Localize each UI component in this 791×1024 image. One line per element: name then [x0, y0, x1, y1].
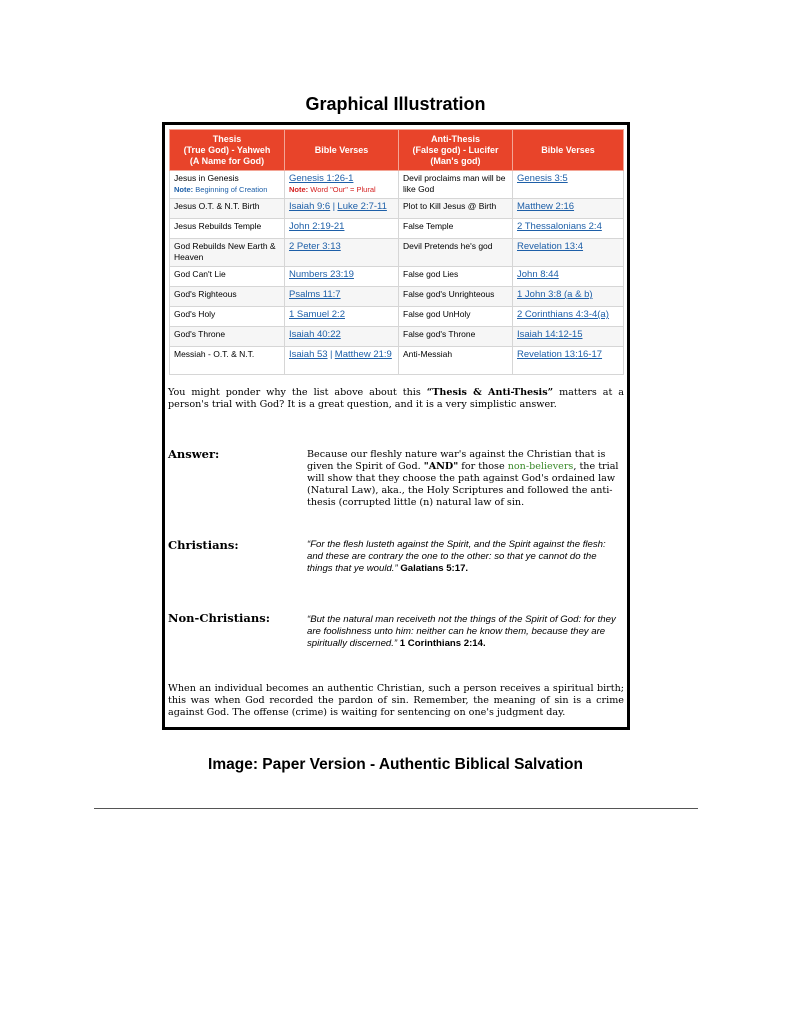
horizontal-rule	[94, 808, 698, 809]
thesis-cell: Messiah - O.T. & N.T.	[170, 347, 285, 375]
non-christians-label: Non-Christians:	[168, 611, 270, 625]
table-row	[170, 219, 624, 239]
antithesis-cell: Devil Pretends he's god	[399, 239, 513, 267]
antithesis-cell: False god's Unrighteous	[399, 287, 513, 307]
verse-link[interactable]: 1 Samuel 2:2	[289, 309, 345, 320]
verse-link[interactable]: Genesis 3:5	[517, 173, 568, 184]
antithesis-cell: Plot to Kill Jesus @ Birth	[399, 199, 513, 219]
thesis-cell: God's Throne	[170, 327, 285, 347]
table-row	[170, 287, 624, 307]
verse-cell	[513, 347, 624, 375]
verse-link[interactable]: John 2:19-21	[289, 221, 345, 232]
verse-cell	[285, 287, 399, 307]
antithesis-cell: False Temple	[399, 219, 513, 239]
table-row	[170, 199, 624, 219]
verse-cell	[513, 171, 624, 199]
verse-link[interactable]: 1 John 3:8 (a & b)	[517, 289, 593, 300]
page-title: Graphical Illustration	[305, 94, 486, 114]
verse-cell	[513, 267, 624, 287]
christians-label: Christians:	[168, 538, 239, 552]
header-thesis: Thesis (True God) - Yahweh (A Name for God)	[170, 130, 285, 171]
header-bible-verses: Bible Verses	[513, 130, 624, 171]
christians-quote: “For the flesh lusteth against the Spirit, and the Spirit against the flesh: and these are contrary the one to the other: so that ye cannot do the things that ye would.” Galatians 5:17.	[307, 539, 606, 574]
antithesis-cell: False god UnHoly	[399, 307, 513, 327]
table-row	[170, 347, 624, 375]
antithesis-cell: False god Lies	[399, 267, 513, 287]
verse-link[interactable]: Matthew 2:16	[517, 201, 575, 212]
intro-paragraph: You might ponder why the list above about this “Thesis & Anti-Thesis” matters at a person's trial with God? It is a great question, and it is a very simplistic answer.	[168, 387, 624, 410]
verse-cell	[285, 171, 399, 199]
verse-link[interactable]: 2 Thessalonians 2:4	[517, 221, 602, 232]
verse-cell	[285, 219, 399, 239]
verse-link[interactable]: John 8:44	[517, 269, 559, 280]
table-row	[170, 307, 624, 327]
header-antithesis: Anti-Thesis (False god) - Lucifer (Man's god)	[399, 130, 513, 171]
verse-link[interactable]: Matthew 21:9	[334, 349, 392, 360]
verse-link[interactable]: Psalms 11:7	[289, 289, 341, 300]
answer-text: Because our fleshly nature war's against the Christian that is given the Spirit of God. "AND" for those non-believers, the trial will show that they choose the path against God's ordained law (Natural Law), aka., the Holy Scriptures and followed the anti-thesis (corrupted little (n) natural law of sin.	[307, 449, 619, 508]
closing-paragraph: When an individual becomes an authentic Christian, such a person receives a spiritual birth; this was when God recorded the pardon of sin. Remember, the meaning of sin is a crime against God. The offense (crime) is waiting for sentencing on one's judgment day.	[168, 683, 624, 718]
verse-link[interactable]: Revelation 13:4	[517, 241, 584, 252]
verse-cell	[513, 219, 624, 239]
verse-cell	[285, 267, 399, 287]
thesis-cell: God Can't Lie	[170, 267, 285, 287]
thesis-cell: God's Holy	[170, 307, 285, 327]
verse-cell	[513, 327, 624, 347]
verse-cell	[513, 239, 624, 267]
verse-cell	[513, 287, 624, 307]
verse-link[interactable]: Genesis 1:26-1	[289, 173, 354, 184]
verse-cell: Isaiah 9:6 | Luke 2:7-11	[285, 199, 399, 219]
antithesis-cell: Anti-Messiah	[399, 347, 513, 375]
table-row	[170, 171, 624, 199]
thesis-antithesis-table	[169, 129, 624, 375]
illustration-frame	[162, 122, 630, 730]
image-caption: Image: Paper Version - Authentic Biblical Salvation	[208, 756, 583, 773]
verse-cell	[513, 199, 624, 219]
table-row	[170, 239, 624, 267]
table-row	[170, 267, 624, 287]
verse-cell	[285, 239, 399, 267]
verse-link[interactable]: Revelation 13:16-17	[517, 349, 603, 360]
antithesis-cell: False god's Throne	[399, 327, 513, 347]
table-row	[170, 327, 624, 347]
verse-cell	[285, 307, 399, 327]
verse-cell	[513, 307, 624, 327]
non-christians-quote: “But the natural man receiveth not the things of the Spirit of God: for they are foolishness unto him: neither can he know them, because they are spiritually discerned.” 1 Corinthians 2:14.	[307, 614, 616, 649]
verse-link[interactable]: Numbers 23:19	[289, 269, 354, 280]
thesis-cell: Jesus in Genesis Note: Beginning of Creation	[170, 171, 285, 199]
verse-link[interactable]: Isaiah 14:12-15	[517, 329, 583, 340]
verse-cell	[285, 327, 399, 347]
non-believers-text: non-believers	[507, 461, 574, 472]
answer-label: Answer:	[168, 447, 220, 461]
header-bible-verses: Bible Verses	[285, 130, 399, 171]
verse-link[interactable]: Isaiah 9:6	[289, 201, 331, 212]
verse-cell: Isaiah 53 | Matthew 21:9	[285, 347, 399, 375]
verse-link[interactable]: Luke 2:7-11	[337, 201, 387, 212]
thesis-cell: God's Righteous	[170, 287, 285, 307]
verse-link[interactable]: Isaiah 53	[289, 349, 328, 360]
verse-note: Note: Word "Our" = Plural	[289, 185, 376, 194]
verse-link[interactable]: 2 Peter 3:13	[289, 241, 341, 252]
verse-link[interactable]: 2 Corinthians 4:3-4(a)	[517, 309, 609, 320]
thesis-note: Note: Beginning of Creation	[174, 185, 268, 194]
antithesis-cell: Devil proclaims man will be like God	[399, 171, 513, 199]
thesis-cell: God Rebuilds New Earth & Heaven	[170, 239, 285, 267]
thesis-cell: Jesus Rebuilds Temple	[170, 219, 285, 239]
thesis-cell: Jesus O.T. & N.T. Birth	[170, 199, 285, 219]
verse-link[interactable]: Isaiah 40:22	[289, 329, 341, 340]
